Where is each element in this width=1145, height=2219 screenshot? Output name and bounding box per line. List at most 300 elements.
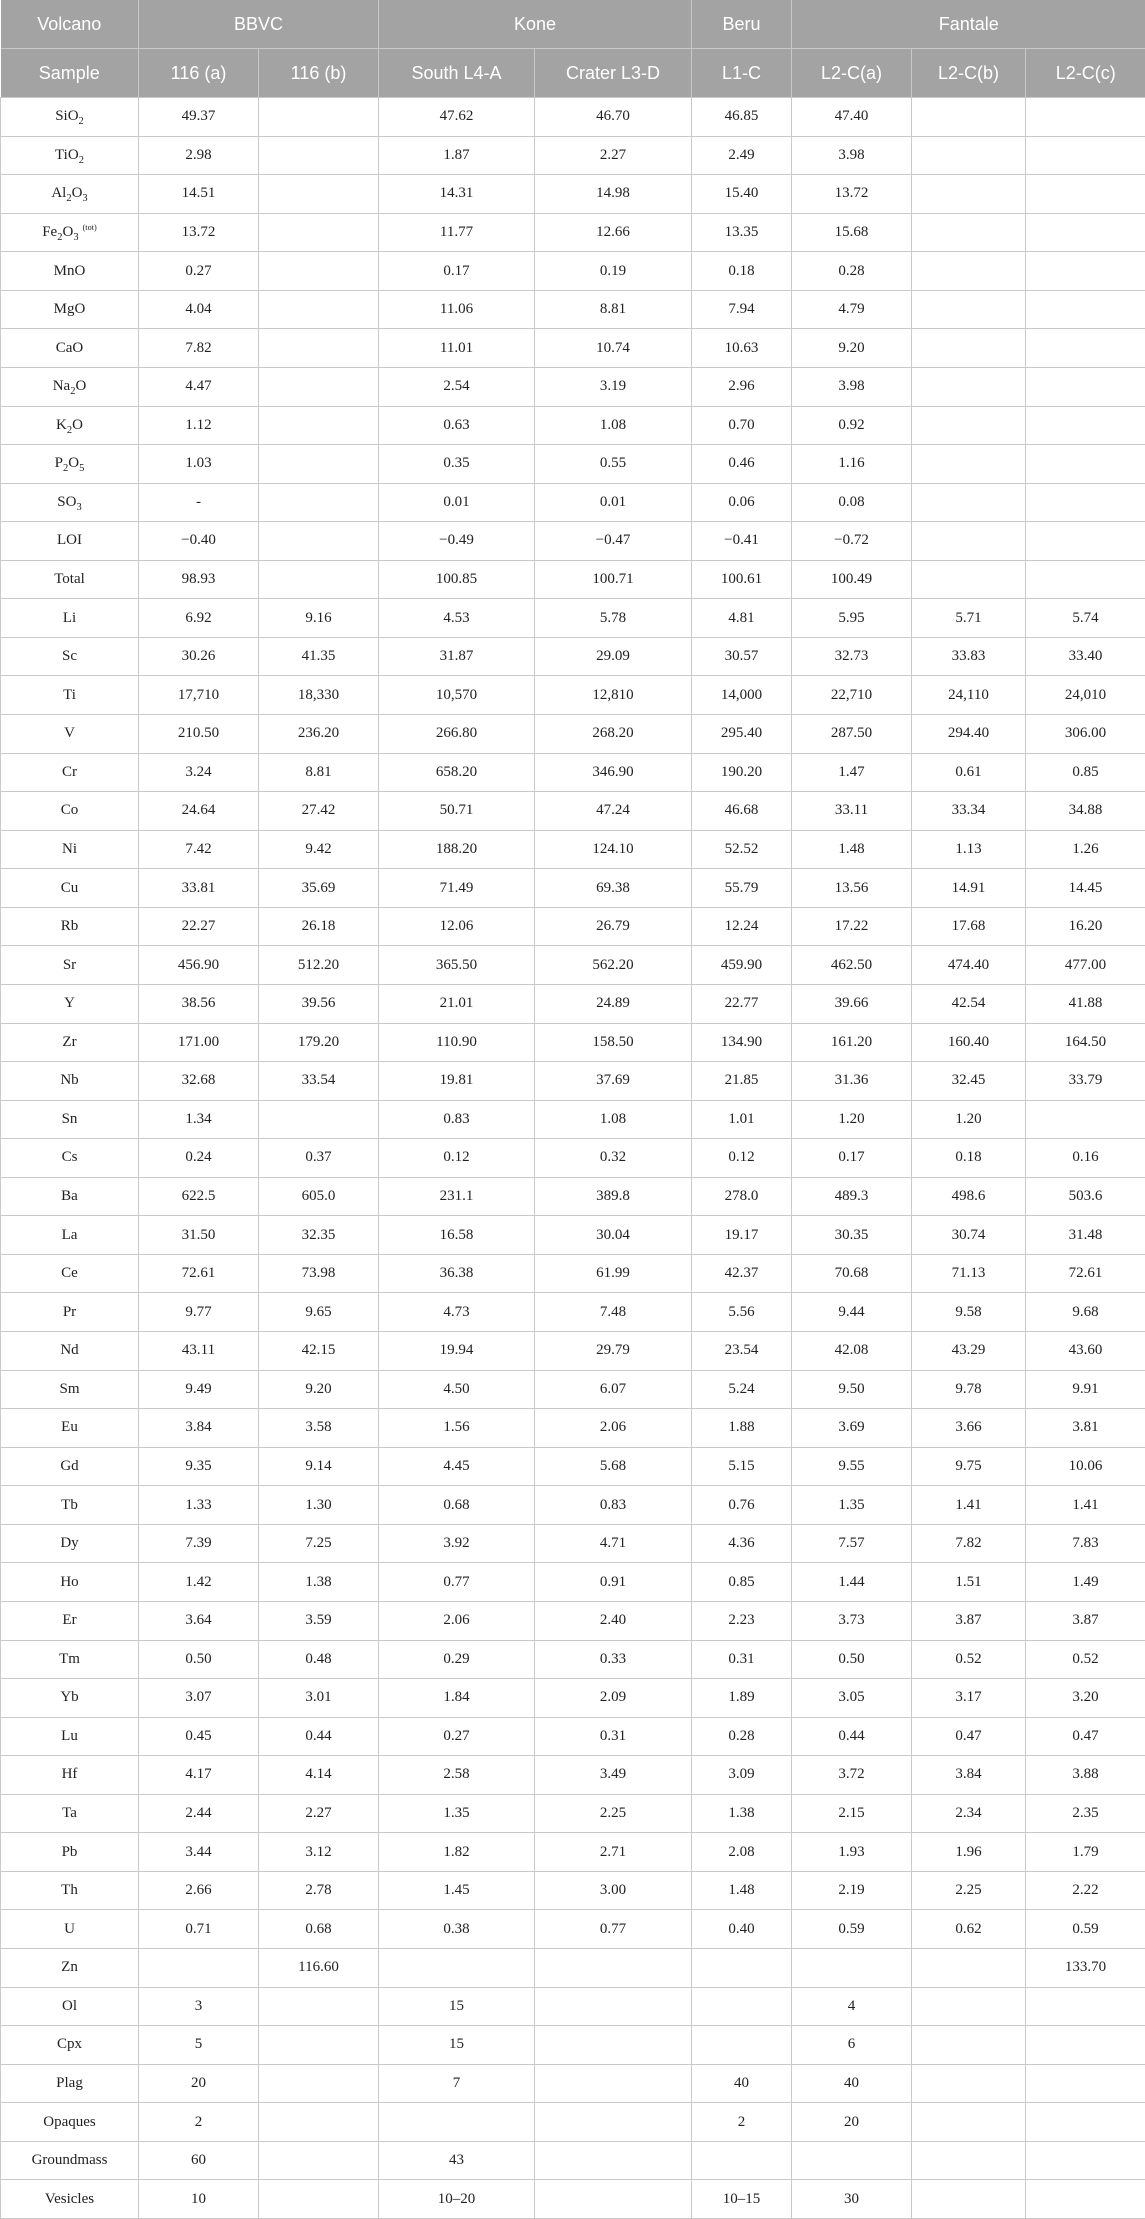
volcano-group-header: Fantale [792, 0, 1145, 49]
table-cell [259, 483, 379, 522]
row-label [1, 637, 139, 676]
table-cell: 2.54 [379, 367, 535, 406]
row-label-label: LOI [57, 532, 82, 548]
table-cell [1026, 252, 1145, 291]
table-cell: 3.00 [535, 1871, 692, 1910]
table-row [1, 2103, 1145, 2142]
row-label-label: Ti [63, 687, 76, 703]
table-cell: 11.06 [379, 290, 535, 329]
table-cell [139, 1949, 259, 1988]
row-label-label: La [62, 1227, 78, 1243]
row-label-label: TiO [55, 147, 79, 163]
row-label-label: Ta [62, 1805, 77, 1821]
table-row [1, 213, 1145, 252]
table-row [1, 1640, 1145, 1679]
table-cell [1026, 1100, 1145, 1139]
table-cell: 0.18 [912, 1139, 1026, 1178]
row-label [1, 1100, 139, 1139]
table-cell: 1.96 [912, 1833, 1026, 1872]
table-cell: 47.24 [535, 792, 692, 831]
table-row [1, 1601, 1145, 1640]
table-cell: 42.15 [259, 1332, 379, 1371]
table-cell: 605.0 [259, 1177, 379, 1216]
row-label [1, 792, 139, 831]
table-cell: 0.83 [379, 1100, 535, 1139]
row-label-label: Cs [62, 1149, 78, 1165]
table-row [1, 2026, 1145, 2065]
table-cell: 10,570 [379, 676, 535, 715]
table-cell: 26.79 [535, 907, 692, 946]
table-cell: 3 [139, 1987, 259, 2026]
table-cell: 5.15 [692, 1447, 792, 1486]
row-label [1, 329, 139, 368]
sample-header-cell: L2-C(b) [912, 49, 1026, 98]
table-cell: 2.40 [535, 1601, 692, 1640]
table-cell [1026, 406, 1145, 445]
table-cell: 1.20 [912, 1100, 1026, 1139]
table-cell: 100.85 [379, 560, 535, 599]
table-cell: 39.66 [792, 984, 912, 1023]
table-cell: 4.47 [139, 367, 259, 406]
table-row [1, 290, 1145, 329]
table-cell: 19.17 [692, 1216, 792, 1255]
table-cell: 2.27 [535, 136, 692, 175]
table-cell: 389.8 [535, 1177, 692, 1216]
table-cell [535, 1949, 692, 1988]
table-cell: 0.01 [535, 483, 692, 522]
table-cell: 70.68 [792, 1254, 912, 1293]
row-label [1, 98, 139, 137]
row-label-label: Sc [62, 648, 77, 664]
table-cell: 1.88 [692, 1409, 792, 1448]
table-cell: 161.20 [792, 1023, 912, 1062]
table-cell: 14.91 [912, 869, 1026, 908]
table-cell: 1.34 [139, 1100, 259, 1139]
row-label-label: Rb [61, 918, 79, 934]
table-cell: 7.57 [792, 1524, 912, 1563]
table-row [1, 1139, 1145, 1178]
table-cell: 15.40 [692, 175, 792, 214]
table-cell: 4.50 [379, 1370, 535, 1409]
table-cell: 0.28 [692, 1717, 792, 1756]
table-cell: 0.27 [139, 252, 259, 291]
table-cell: 171.00 [139, 1023, 259, 1062]
table-cell [1026, 213, 1145, 252]
table-cell: 0.17 [792, 1139, 912, 1178]
row-label-label: Nb [60, 1072, 78, 1088]
table-cell: 0.17 [379, 252, 535, 291]
table-cell: 0.45 [139, 1717, 259, 1756]
table-cell: 50.71 [379, 792, 535, 831]
table-cell: 9.77 [139, 1293, 259, 1332]
table-cell: 9.78 [912, 1370, 1026, 1409]
table-row [1, 1100, 1145, 1139]
table-cell: 9.65 [259, 1293, 379, 1332]
table-cell: 0.50 [792, 1640, 912, 1679]
table-cell [912, 290, 1026, 329]
row-label [1, 1486, 139, 1525]
table-cell: 0.24 [139, 1139, 259, 1178]
table-cell [912, 2141, 1026, 2180]
table-cell: 1.56 [379, 1409, 535, 1448]
table-cell [379, 2103, 535, 2142]
table-cell: 7.48 [535, 1293, 692, 1332]
volcano-group-header: Kone [379, 0, 692, 49]
row-label-label: Sn [62, 1111, 78, 1127]
table-cell: 49.37 [139, 98, 259, 137]
row-label [1, 2064, 139, 2103]
table-cell: 33.34 [912, 792, 1026, 831]
table-cell: 9.75 [912, 1447, 1026, 1486]
row-label-label: Cpx [57, 2036, 82, 2052]
row-label [1, 1216, 139, 1255]
table-cell: 10–15 [692, 2180, 792, 2219]
sample-header-cell: Crater L3-D [535, 49, 692, 98]
table-cell: 2.96 [692, 367, 792, 406]
table-cell: 2.08 [692, 1833, 792, 1872]
row-label [1, 406, 139, 445]
table-cell: 3.24 [139, 753, 259, 792]
table-cell: 3.12 [259, 1833, 379, 1872]
table-cell: 2.22 [1026, 1871, 1145, 1910]
table-row [1, 1370, 1145, 1409]
row-label [1, 1409, 139, 1448]
volcano-group-header: BBVC [139, 0, 379, 49]
table-cell: 133.70 [1026, 1949, 1145, 1988]
table-cell [692, 1987, 792, 2026]
row-label [1, 1756, 139, 1795]
table-cell [912, 1987, 1026, 2026]
table-cell: 22.27 [139, 907, 259, 946]
table-cell: 12.24 [692, 907, 792, 946]
table-cell: 32.73 [792, 637, 912, 676]
row-label [1, 1370, 139, 1409]
table-cell: 10.63 [692, 329, 792, 368]
row-label-label: Lu [61, 1728, 78, 1744]
table-cell: 100.49 [792, 560, 912, 599]
table-cell: 43.11 [139, 1332, 259, 1371]
table-cell: 0.55 [535, 445, 692, 484]
table-cell [692, 1949, 792, 1988]
table-cell: 287.50 [792, 715, 912, 754]
table-cell: 71.13 [912, 1254, 1026, 1293]
table-cell: 2.23 [692, 1601, 792, 1640]
table-cell: 2 [692, 2103, 792, 2142]
table-cell: 13.56 [792, 869, 912, 908]
sample-header-cell: 116 (a) [139, 49, 259, 98]
table-cell: 43.29 [912, 1332, 1026, 1371]
row-label-label: CaO [56, 340, 84, 356]
table-row [1, 98, 1145, 137]
row-label-label: Opaques [43, 2114, 96, 2130]
table-cell [1026, 1987, 1145, 2026]
table-cell: 0.47 [1026, 1717, 1145, 1756]
table-cell: 0.50 [139, 1640, 259, 1679]
table-cell: 98.93 [139, 560, 259, 599]
table-row [1, 1216, 1145, 1255]
table-row [1, 136, 1145, 175]
table-cell: 27.42 [259, 792, 379, 831]
table-cell: 16.58 [379, 1216, 535, 1255]
table-cell: 0.52 [1026, 1640, 1145, 1679]
table-cell: −0.49 [379, 522, 535, 561]
table-cell [912, 445, 1026, 484]
row-label-label: Ho [60, 1574, 78, 1590]
table-cell [535, 2141, 692, 2180]
table-row [1, 1717, 1145, 1756]
row-label-label: Tm [59, 1651, 80, 1667]
row-label-label: Th [61, 1882, 78, 1898]
table-cell: 12.66 [535, 213, 692, 252]
row-label [1, 1833, 139, 1872]
table-row [1, 1910, 1145, 1949]
table-cell: 1.38 [692, 1794, 792, 1833]
table-cell [912, 367, 1026, 406]
table-cell: 503.6 [1026, 1177, 1145, 1216]
table-cell: 4.53 [379, 599, 535, 638]
table-row [1, 1563, 1145, 1602]
table-cell: 0.47 [912, 1717, 1026, 1756]
table-cell: 622.5 [139, 1177, 259, 1216]
table-cell: 160.40 [912, 1023, 1026, 1062]
table-cell: 9.50 [792, 1370, 912, 1409]
table-cell: 32.45 [912, 1062, 1026, 1101]
table-cell [1026, 445, 1145, 484]
table-cell: 8.81 [259, 753, 379, 792]
table-cell: 31.48 [1026, 1216, 1145, 1255]
table-cell: 10.74 [535, 329, 692, 368]
table-cell: 1.03 [139, 445, 259, 484]
table-cell: 2.25 [912, 1871, 1026, 1910]
table-cell: 5.56 [692, 1293, 792, 1332]
table-cell [1026, 2064, 1145, 2103]
table-cell: 456.90 [139, 946, 259, 985]
row-label-label: Tb [61, 1497, 78, 1513]
table-cell: 9.42 [259, 830, 379, 869]
table-cell: 8.81 [535, 290, 692, 329]
table-cell [912, 252, 1026, 291]
table-cell [1026, 2026, 1145, 2065]
table-cell: −0.41 [692, 522, 792, 561]
table-cell: 1.35 [792, 1486, 912, 1525]
table-cell: 18,330 [259, 676, 379, 715]
row-label [1, 290, 139, 329]
table-row [1, 1871, 1145, 1910]
table-cell: 3.88 [1026, 1756, 1145, 1795]
row-label-label: Zr [62, 1034, 76, 1050]
table-row [1, 1447, 1145, 1486]
table-cell: 9.14 [259, 1447, 379, 1486]
table-cell: 0.19 [535, 252, 692, 291]
table-cell [259, 560, 379, 599]
table-cell: 7.39 [139, 1524, 259, 1563]
table-cell: 9.55 [792, 1447, 912, 1486]
table-cell: 0.28 [792, 252, 912, 291]
table-cell: 1.48 [692, 1871, 792, 1910]
table-cell: 1.41 [912, 1486, 1026, 1525]
table-cell: 43.60 [1026, 1332, 1145, 1371]
row-label-label: Nd [60, 1342, 78, 1358]
table-cell [259, 522, 379, 561]
table-cell [912, 483, 1026, 522]
table-cell [259, 329, 379, 368]
table-cell [692, 2026, 792, 2065]
table-cell: 42.37 [692, 1254, 792, 1293]
row-label [1, 1332, 139, 1371]
table-cell: 0.77 [535, 1910, 692, 1949]
table-cell: 34.88 [1026, 792, 1145, 831]
table-cell: 14.45 [1026, 869, 1145, 908]
table-cell: 0.46 [692, 445, 792, 484]
table-cell: 2.44 [139, 1794, 259, 1833]
row-label [1, 1640, 139, 1679]
table-cell [792, 2141, 912, 2180]
table-cell: 32.68 [139, 1062, 259, 1101]
table-row [1, 907, 1145, 946]
table-cell [379, 1949, 535, 1988]
table-cell: 20 [139, 2064, 259, 2103]
table-cell: 306.00 [1026, 715, 1145, 754]
table-cell: 35.69 [259, 869, 379, 908]
row-label [1, 252, 139, 291]
table-cell [1026, 329, 1145, 368]
table-cell: 29.79 [535, 1332, 692, 1371]
table-cell: 30.26 [139, 637, 259, 676]
table-cell: 3.07 [139, 1679, 259, 1718]
table-cell: 2.34 [912, 1794, 1026, 1833]
table-cell: 2.66 [139, 1871, 259, 1910]
table-row [1, 830, 1145, 869]
table-cell: 1.26 [1026, 830, 1145, 869]
table-cell: 0.32 [535, 1139, 692, 1178]
table-cell: 0.63 [379, 406, 535, 445]
table-cell: 100.61 [692, 560, 792, 599]
table-cell: 32.35 [259, 1216, 379, 1255]
table-cell: 7.82 [912, 1524, 1026, 1563]
table-cell [259, 367, 379, 406]
table-cell: 5.71 [912, 599, 1026, 638]
table-cell: 179.20 [259, 1023, 379, 1062]
table-cell [912, 2026, 1026, 2065]
table-cell: 6.07 [535, 1370, 692, 1409]
table-cell: 12,810 [535, 676, 692, 715]
table-cell: 0.12 [379, 1139, 535, 1178]
table-cell: 3.72 [792, 1756, 912, 1795]
row-label [1, 483, 139, 522]
row-label-label: Fe [42, 224, 57, 240]
table-cell: 0.12 [692, 1139, 792, 1178]
table-row [1, 1486, 1145, 1525]
row-label [1, 984, 139, 1023]
row-label [1, 1023, 139, 1062]
table-cell: 0.77 [379, 1563, 535, 1602]
table-cell: 0.92 [792, 406, 912, 445]
table-cell: 9.20 [259, 1370, 379, 1409]
table-cell: 0.83 [535, 1486, 692, 1525]
table-cell: 31.50 [139, 1216, 259, 1255]
table-cell: 7.25 [259, 1524, 379, 1563]
table-cell: 498.6 [912, 1177, 1026, 1216]
row-label [1, 2141, 139, 2180]
table-cell [1026, 560, 1145, 599]
table-row [1, 753, 1145, 792]
table-cell: 4.36 [692, 1524, 792, 1563]
table-cell: 19.94 [379, 1332, 535, 1371]
row-label [1, 1679, 139, 1718]
row-label-label: MnO [54, 263, 86, 279]
table-cell: 17.22 [792, 907, 912, 946]
row-label-label: Pr [63, 1304, 76, 1320]
table-cell: 7.83 [1026, 1524, 1145, 1563]
table-cell: 1.12 [139, 406, 259, 445]
table-row [1, 1833, 1145, 1872]
row-label-label: Ba [61, 1188, 78, 1204]
table-cell: 1.38 [259, 1563, 379, 1602]
table-cell: 1.49 [1026, 1563, 1145, 1602]
row-label-label: Cu [61, 880, 79, 896]
table-cell [912, 406, 1026, 445]
table-cell: 31.87 [379, 637, 535, 676]
table-cell: 0.29 [379, 1640, 535, 1679]
row-label-label: Ol [62, 1998, 77, 2014]
table-row [1, 1293, 1145, 1332]
table-cell: 7 [379, 2064, 535, 2103]
row-label [1, 599, 139, 638]
table-cell: 0.40 [692, 1910, 792, 1949]
row-label [1, 1794, 139, 1833]
sample-header-cell: 116 (b) [259, 49, 379, 98]
table-cell: 9.91 [1026, 1370, 1145, 1409]
table-cell: 2.09 [535, 1679, 692, 1718]
table-cell: 124.10 [535, 830, 692, 869]
table-row [1, 599, 1145, 638]
sample-header-cell: L1-C [692, 49, 792, 98]
row-label [1, 1910, 139, 1949]
table-row [1, 946, 1145, 985]
table-cell [259, 1987, 379, 2026]
table-cell: 0.35 [379, 445, 535, 484]
table-cell: 47.62 [379, 98, 535, 137]
row-label-label: Eu [61, 1419, 78, 1435]
table-cell: 1.35 [379, 1794, 535, 1833]
row-label-sub: 2 [57, 232, 62, 243]
table-cell: 3.49 [535, 1756, 692, 1795]
row-label [1, 213, 139, 252]
table-cell: 3.69 [792, 1409, 912, 1448]
table-cell: 0.68 [379, 1486, 535, 1525]
table-cell: 30 [792, 2180, 912, 2219]
table-cell: 658.20 [379, 753, 535, 792]
table-cell: 459.90 [692, 946, 792, 985]
table-row [1, 1332, 1145, 1371]
table-cell: 2.71 [535, 1833, 692, 1872]
row-label [1, 136, 139, 175]
table-cell [912, 213, 1026, 252]
table-cell: 158.50 [535, 1023, 692, 1062]
table-cell: 24,010 [1026, 676, 1145, 715]
row-label-label: Yb [60, 1689, 78, 1705]
row-label [1, 1293, 139, 1332]
table-cell [692, 2141, 792, 2180]
table-cell: 46.70 [535, 98, 692, 137]
table-cell [912, 175, 1026, 214]
table-cell: 24.89 [535, 984, 692, 1023]
table-cell [535, 2103, 692, 2142]
table-row [1, 1949, 1145, 1988]
row-label-label: Gd [60, 1458, 78, 1474]
table-cell: 36.38 [379, 1254, 535, 1293]
table-cell [912, 98, 1026, 137]
